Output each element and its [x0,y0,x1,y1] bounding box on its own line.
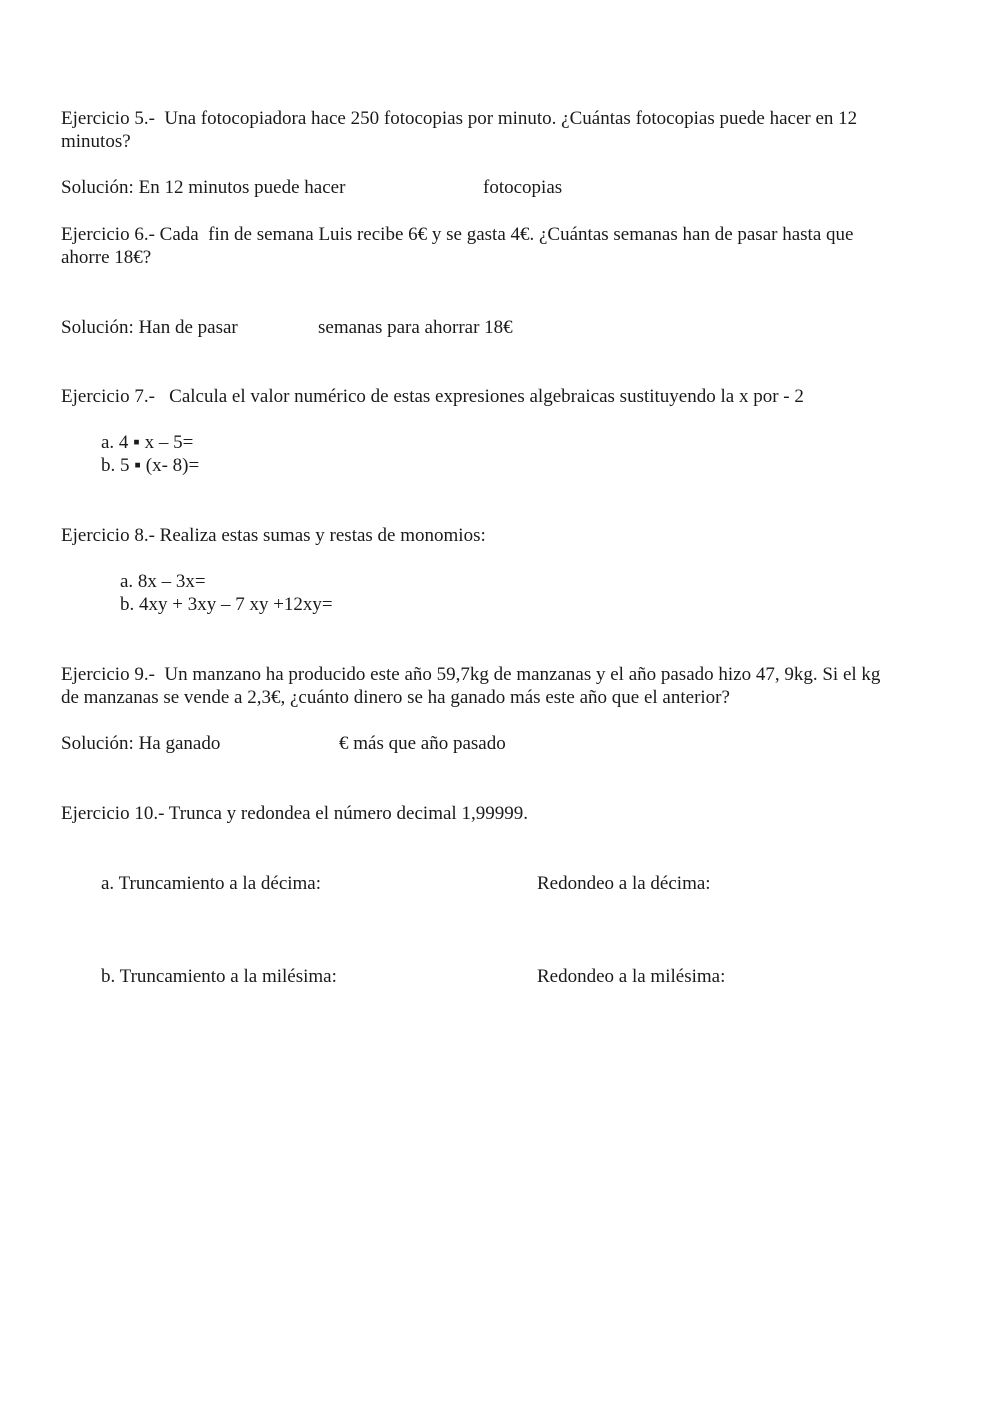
ex5-statement-line1: Ejercicio 5.- Una fotocopiadora hace 250 fotocopias por minuto. ¿Cuántas fotocopias puede hacer en 12 [61,108,858,129]
ex6-solution-suffix: semanas para ahorrar 18€ [318,317,513,338]
ex5-statement-line2: minutos? [61,131,131,152]
ex7-item-b: b. 5 ▪ (x- 8)= [101,455,200,476]
ex6-answer-input[interactable] [253,316,315,340]
ex7-item-b-input[interactable] [210,454,374,478]
ex10-a-truncation-label: a. Truncamiento a la décima: [101,873,322,894]
ex10-b-rounding-input[interactable] [742,965,916,989]
ex7-item-a-input[interactable] [208,431,372,455]
ex10-a-rounding-label: Redondeo a la décima: [537,873,711,894]
ex8-item-b: b. 4xy + 3xy – 7 xy +12xy= [120,594,333,615]
ex5-answer-input[interactable] [368,176,480,200]
ex6-solution-prefix: Solución: Han de pasar [61,317,238,338]
ex10-a-truncation-input[interactable] [340,872,524,896]
ex10-b-truncation-input[interactable] [358,965,532,989]
ex9-solution-prefix: Solución: Ha ganado [61,733,221,754]
ex6-statement-line2: ahorre 18€? [61,247,152,268]
ex8-item-a: a. 8x – 3x= [120,571,206,592]
ex5-solution-prefix: Solución: En 12 minutos puede hacer [61,177,346,198]
ex6-statement-line1: Ejercicio 6.- Cada fin de semana Luis recibe 6€ y se gasta 4€. ¿Cuántas semanas han de pasar hasta que [61,224,854,245]
ex7-statement: Ejercicio 7.- Calcula el valor numérico de estas expresiones algebraicas sustituyendo la x por - 2 [61,386,804,407]
ex9-solution-suffix: € más que año pasado [339,733,506,754]
ex8-statement: Ejercicio 8.- Realiza estas sumas y restas de monomios: [61,525,486,546]
ex7-item-a: a. 4 ▪ x – 5= [101,432,194,453]
ex9-answer-input[interactable] [235,732,335,756]
ex10-b-rounding-label: Redondeo a la milésima: [537,966,726,987]
ex5-solution-suffix: fotocopias [483,177,563,198]
ex10-statement: Ejercicio 10.- Trunca y redondea el número decimal 1,99999. [61,803,528,824]
ex9-statement-line1: Ejercicio 9.- Un manzano ha producido este año 59,7kg de manzanas y el año pasado hizo 47, 9kg. Si el kg [61,664,881,685]
ex8-item-b-input[interactable] [352,593,516,617]
ex10-b-truncation-label: b. Truncamiento a la milésima: [101,966,337,987]
ex8-item-a-input[interactable] [218,570,382,594]
ex9-statement-line2: de manzanas se vende a 2,3€, ¿cuánto dinero se ha ganado más este año que el anterior? [61,687,730,708]
ex10-a-rounding-input[interactable] [726,872,910,896]
